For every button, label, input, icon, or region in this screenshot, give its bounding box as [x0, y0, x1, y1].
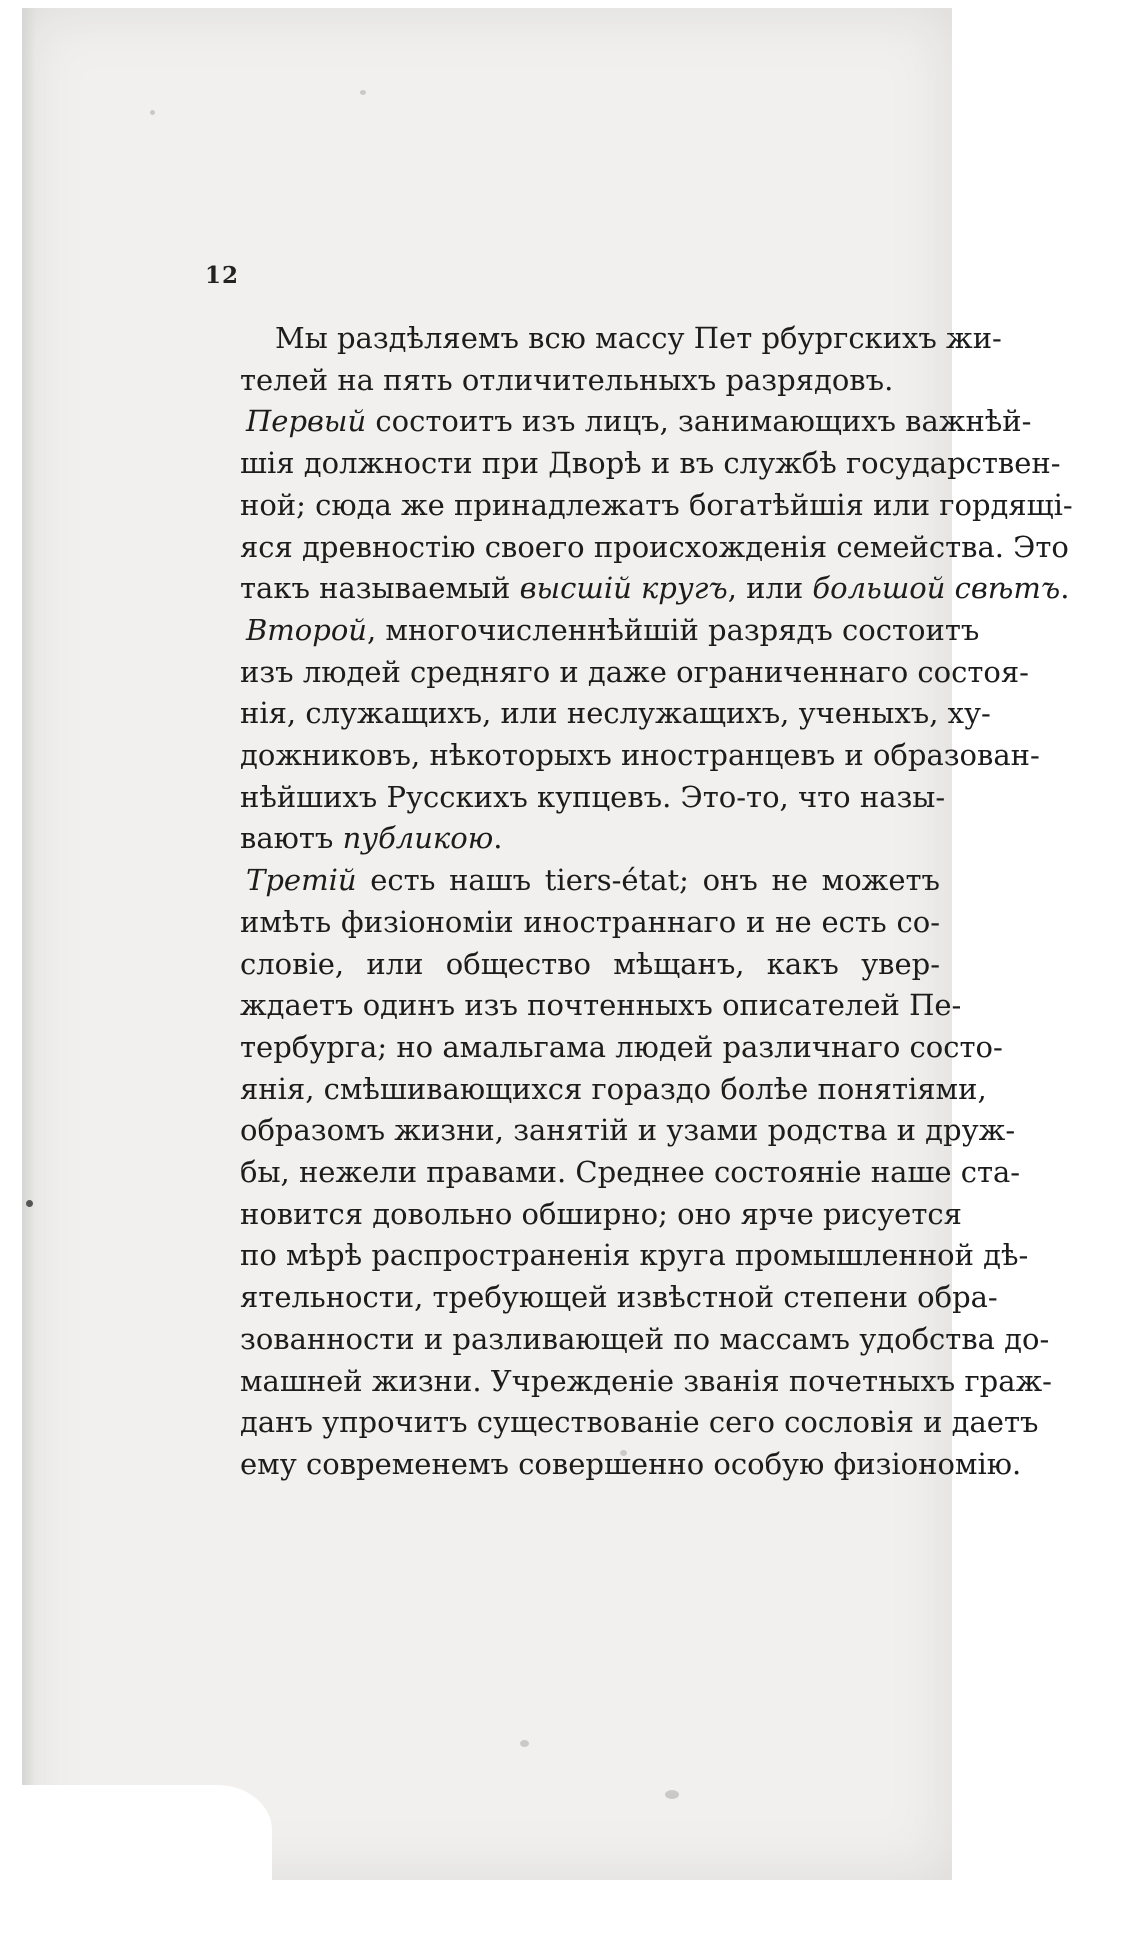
text-line: по мѣрѣ распространенія круга промышленной дѣ- [240, 1238, 1029, 1273]
text-line: ему современемъ совершенно особую физіономію. [240, 1446, 1022, 1481]
text-line: нія, служащихъ, или неслужащихъ, ученыхъ, ху- [240, 696, 991, 731]
body-text [240, 318, 1073, 1486]
text-line: Первый состоитъ изъ лицъ, занимающихъ важнѣй- [246, 404, 1032, 439]
paper-speck [360, 90, 366, 95]
text-line: образомъ жизни, занятій и узами родства и друж- [240, 1113, 1016, 1148]
text-line: словіе, или общество мѣщанъ, какъ увер- [240, 946, 940, 981]
paper-speck [665, 1790, 679, 1799]
text-line: данъ упрочитъ существованіе сего сословія и даетъ [240, 1405, 1039, 1440]
text-line: ждаетъ одинъ изъ почтенныхъ описателей Пе- [240, 988, 962, 1023]
text-line: дожниковъ, нѣкоторыхъ иностранцевъ и образован- [240, 738, 1040, 773]
text-line: яся древностію своего происхожденія семейства. Это [240, 529, 1069, 564]
text-line: Мы раздѣляемъ всю массу Пет рбургскихъ жи- [275, 321, 1002, 355]
page-edge-shadow [22, 8, 36, 1880]
text-line: новится довольно обширно; оно ярче рисуется [240, 1196, 962, 1231]
text-line: имѣть физіономіи иностраннаго и не есть со- [240, 904, 940, 939]
paper-speck [520, 1740, 529, 1747]
paper-speck [150, 110, 155, 115]
text-line: ной; сюда же принадлежатъ богатѣйшія или гордящі- [240, 487, 1073, 522]
text-line: изъ людей средняго и даже ограниченнаго состоя- [240, 654, 1029, 689]
text-line: такъ называемый высшій кругъ, или большой свѣтъ. [240, 571, 1070, 606]
text-line: Третій есть нашъ tiers-état; онъ не можетъ [246, 863, 940, 898]
text-line: бы, нежели правами. Среднее состояніе наше ста- [240, 1155, 1021, 1190]
text-line: машней жизни. Учрежденіе званія почетныхъ граж- [240, 1363, 1052, 1398]
torn-corner [22, 1785, 272, 1880]
text-line: янія, смѣшивающихся гораздо болѣе понятіями, [240, 1071, 987, 1106]
text-line: ваютъ публикою. [240, 821, 503, 856]
page-number: 12 [205, 262, 240, 289]
text-line: ятельности, требующей извѣстной степени обра- [240, 1280, 998, 1315]
text-line: Второй, многочисленнѣйшій разрядъ состоитъ [246, 612, 980, 647]
text-line: шія должности при Дворѣ и въ службѣ государствен- [240, 446, 1061, 481]
text-line: нѣйшихъ Русскихъ купцевъ. Это-то, что назы- [240, 779, 946, 814]
text-line: тербурга; но амальгама людей различнаго состо- [240, 1029, 1003, 1064]
text-line: телей на пять отличительныхъ разрядовъ. [240, 362, 894, 397]
text-line: зованности и разливающей по массамъ удобства до- [240, 1321, 1050, 1356]
paper-speck [26, 1200, 33, 1207]
